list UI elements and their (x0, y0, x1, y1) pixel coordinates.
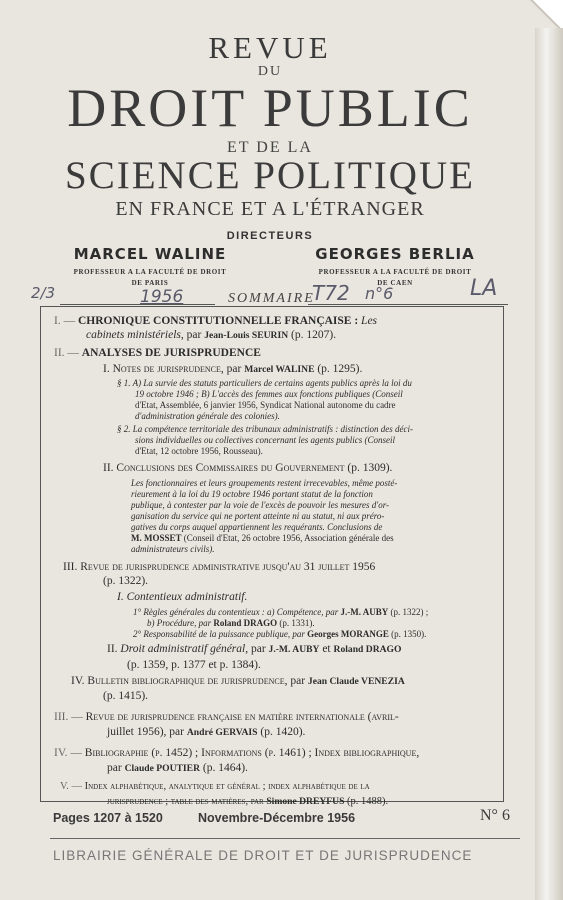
director-left-place: DE PARIS (131, 279, 169, 287)
table-of-contents (40, 306, 504, 807)
toc-ii-1-par: , par (220, 363, 242, 375)
toc-iii-line2-text: juillet 1956), par (107, 726, 184, 738)
toc-ii-1-s1-line4: d'administration générale des colonies). (135, 411, 280, 421)
toc-ii-1-page: (p. 1295). (317, 363, 363, 375)
toc-ii-4-number: IV. (71, 675, 85, 687)
toc-v-line1: Index alphabétique, analytique et général ; index alphabétique de la (84, 781, 370, 792)
handwriting-c: T72 (312, 281, 350, 305)
toc-ii-3a-line2-page: (p. 1331). (279, 618, 315, 628)
director-right-place: DE CAEN (377, 279, 413, 287)
toc-iv-page: (p. 1464). (202, 762, 248, 774)
toc-i-number: I. — (54, 315, 76, 327)
handwriting-e: LA (470, 276, 498, 301)
toc-ii-2-line3: publique, à contester par la voie de l'excès de pouvoir les mesures d'or- (131, 500, 390, 510)
director-left (55, 245, 245, 289)
toc-ii-1-s1-line1: § 1. A) La survie des statuts particuliers de certains agents publics après la loi du (117, 378, 412, 388)
toc-ii-2-line2: rieurement à la loi du 19 octobre 1946 portant statut de la fonction (131, 489, 373, 499)
toc-ii-3a-line2 (147, 618, 315, 628)
toc-ii-1-s2-line2: sions individuelles ou collectives concernant les agents publics (Conseil (135, 435, 395, 445)
toc-iv (54, 747, 419, 759)
toc-ii-3-page: (p. 1322). (103, 575, 149, 587)
toc-ii-1 (103, 363, 362, 375)
toc-ii-2-label: Conclusions des Commissaires du Gouvernement (116, 462, 345, 474)
issue-pages: Pages 1207 à 1520 (53, 811, 163, 825)
toc-iii-number: III. — (54, 711, 83, 723)
toc-iii-author: André GERVAIS (186, 727, 258, 738)
toc-ii-3-number: III. (63, 561, 78, 573)
toc-i-page: (p. 1207). (291, 329, 337, 341)
issue-date: Novembre-Décembre 1956 (198, 811, 356, 825)
toc-ii-1-s1-line3: d'Etat, Assemblée, 6 janvier 1956, Syndicat National autonome du cadre (135, 400, 396, 410)
toc-ii-3 (63, 561, 375, 573)
director-right-title: PROFESSEUR A LA FACULTÉ DE DROIT (318, 268, 472, 276)
toc-iii-page: (p. 1420). (260, 726, 306, 738)
toc-i-line2 (86, 329, 336, 341)
toc-i-title-italic: Les (361, 315, 378, 327)
toc-ii-1-label: Notes de jurisprudence (112, 363, 221, 375)
toc-ii-3a-line1-author: J.-M. AUBY (340, 607, 389, 617)
toc-ii-4-label: Bulletin bibliographique de jurisprudence (87, 675, 285, 687)
toc-i-author: Jean-Louis SEURIN (204, 330, 289, 341)
toc-ii-3a-line2-text: b) Procédure, par (147, 618, 212, 628)
folded-corner (529, 0, 563, 28)
toc-ii-2-page: (p. 1309). (347, 462, 393, 474)
toc-ii-2-line4: ganisation du service qui ne portent atteinte ni au statut, ni aux préro- (131, 511, 385, 521)
toc-ii-1-author: Marcel WALINE (244, 364, 315, 375)
handwriting-a: 2/3 (31, 284, 56, 302)
sommaire-rule-right (308, 304, 508, 305)
title-science-politique: SCIENCE POLITIQUE (65, 154, 475, 197)
handwriting-d: n°6 (365, 284, 394, 303)
toc-ii-2-line5: gatives du corps auquel appartiennent les requérants. Conclusions de (131, 522, 383, 532)
toc-ii-4-page: (p. 1415). (103, 690, 149, 702)
toc-v-line2 (107, 796, 388, 807)
toc-iv-author: Claude POUTIER (124, 763, 200, 774)
toc-ii-2-line7: administrateurs civils). (131, 544, 215, 554)
toc-ii-4 (71, 675, 405, 687)
toc-ii-3a-number: I. (117, 591, 124, 603)
publisher-name: LIBRAIRIE GÉNÉRALE DE DROIT ET DE JURISPRUDENCE (53, 848, 473, 863)
toc-ii-3a-line3-author: Georges MORANGE (307, 629, 389, 639)
toc-ii-4-author: Jean Claude VENEZIA (307, 676, 405, 687)
toc-ii-3a-line3 (133, 629, 426, 639)
toc-ii-1-s1-line2: 19 octobre 1946 ; B) L'accès des femmes aux fonctions publiques (Conseil (135, 389, 403, 399)
issue-number: N° 6 (480, 807, 510, 824)
toc-ii-title: ANALYSES DE JURISPRUDENCE (81, 347, 261, 359)
sommaire-heading: SOMMAIRE (228, 291, 315, 306)
toc-v (60, 781, 370, 792)
footer-divider (50, 838, 520, 839)
toc-ii-3a-line1-text: 1° Règles générales du contentieux : a) Compétence, par (133, 607, 339, 617)
toc-ii-3b-page: (p. 1359, p. 1377 et p. 1384). (127, 659, 261, 671)
toc-v-page: (p. 1488). (347, 796, 389, 807)
toc-ii-3a-line3-text: 2° Responsabilité de la puissance publique, par (133, 629, 305, 639)
toc-ii-2-author: M. MOSSET (131, 533, 182, 543)
toc-ii-3-label: Revue de jurisprudence administrative jusqu'au 31 juillet 1956 (80, 561, 376, 573)
toc-ii-3b-et: et (322, 643, 331, 655)
toc-iv-line1: Bibliographie (p. 1452) ; Informations (p. 1461) ; Index bibliographique, (84, 747, 420, 759)
director-right-name: GEORGES BERLIA (315, 245, 475, 263)
toc-ii-3a-line3-page: (p. 1350). (391, 629, 427, 639)
toc-i-subject: cabinets ministériels (86, 329, 181, 341)
title-et-de-la: ET DE LA (227, 139, 313, 156)
title-du: DU (257, 64, 283, 79)
sommaire-rule-left (60, 304, 215, 305)
director-left-title: PROFESSEUR A LA FACULTÉ DE DROIT (73, 268, 227, 276)
toc-ii-3b (107, 643, 401, 655)
toc-ii-1-s2-line3: d'Etat, 12 octobre 1956, Rousseau). (135, 446, 263, 456)
toc-ii-4-par: , par (284, 675, 306, 687)
toc-ii-3a-label: Contentieux administratif. (126, 591, 248, 603)
toc-ii-3a-line1-page: (p. 1322) ; (390, 607, 429, 617)
toc-iii-line2 (107, 726, 305, 738)
toc-iii (54, 711, 399, 723)
handwriting-b: 1956 (140, 287, 184, 307)
toc-i (54, 315, 377, 327)
toc-v-number: V. — (60, 781, 82, 792)
toc-ii-2 (103, 462, 392, 474)
toc-ii-1-s2-line1: § 2. La compétence territoriale des tribunaux administratifs : distinction des déci- (117, 424, 413, 434)
toc-ii-3b-par: par (250, 643, 266, 655)
title-droit-public: DROIT PUBLIC (67, 78, 473, 138)
toc-ii-3a-line1 (133, 607, 428, 617)
directeurs-label: DIRECTEURS (226, 230, 314, 242)
toc-ii-2-number: II. (103, 462, 114, 474)
toc-ii-3a-line2-author: Roland DRAGO (213, 618, 278, 628)
director-left-name: MARCEL WALINE (73, 245, 227, 263)
toc-ii-number: II. — (54, 347, 79, 359)
toc-iv-line2 (107, 762, 248, 774)
toc-v-author: Simone DREYFUS (266, 796, 345, 807)
toc-ii (54, 347, 261, 359)
toc-ii-3a (117, 591, 247, 603)
toc-iv-line2-text: par (107, 762, 122, 774)
toc-iii-line1: Revue de jurisprudence française en matière internationale (avril- (85, 711, 399, 723)
toc-v-line2-text: jurisprudence ; table des matières, par (107, 796, 264, 807)
toc-i-par: , par (180, 329, 202, 341)
title-en-france: EN FRANCE ET A L'ÉTRANGER (115, 198, 425, 220)
toc-ii-2-line6-rest: (Conseil d'Etat, 26 octobre 1956, Association générale des (183, 533, 394, 543)
title-revue: REVUE (208, 30, 332, 65)
toc-ii-2-line6 (131, 533, 394, 543)
toc-iv-number: IV. — (54, 747, 82, 759)
toc-ii-1-number: I. (103, 363, 110, 375)
toc-ii-3b-label: Droit administratif général, (120, 643, 249, 655)
toc-ii-3b-number: II. (107, 643, 118, 655)
toc-ii-2-line1: Les fonctionnaires et leurs groupements restent irrecevables, même posté- (131, 478, 398, 488)
toc-ii-3b-author1: J.-M. AUBY (268, 644, 320, 655)
toc-i-title: CHRONIQUE CONSTITUTIONNELLE FRANÇAISE : (77, 315, 359, 327)
toc-ii-3b-author2: Roland DRAGO (333, 644, 402, 655)
